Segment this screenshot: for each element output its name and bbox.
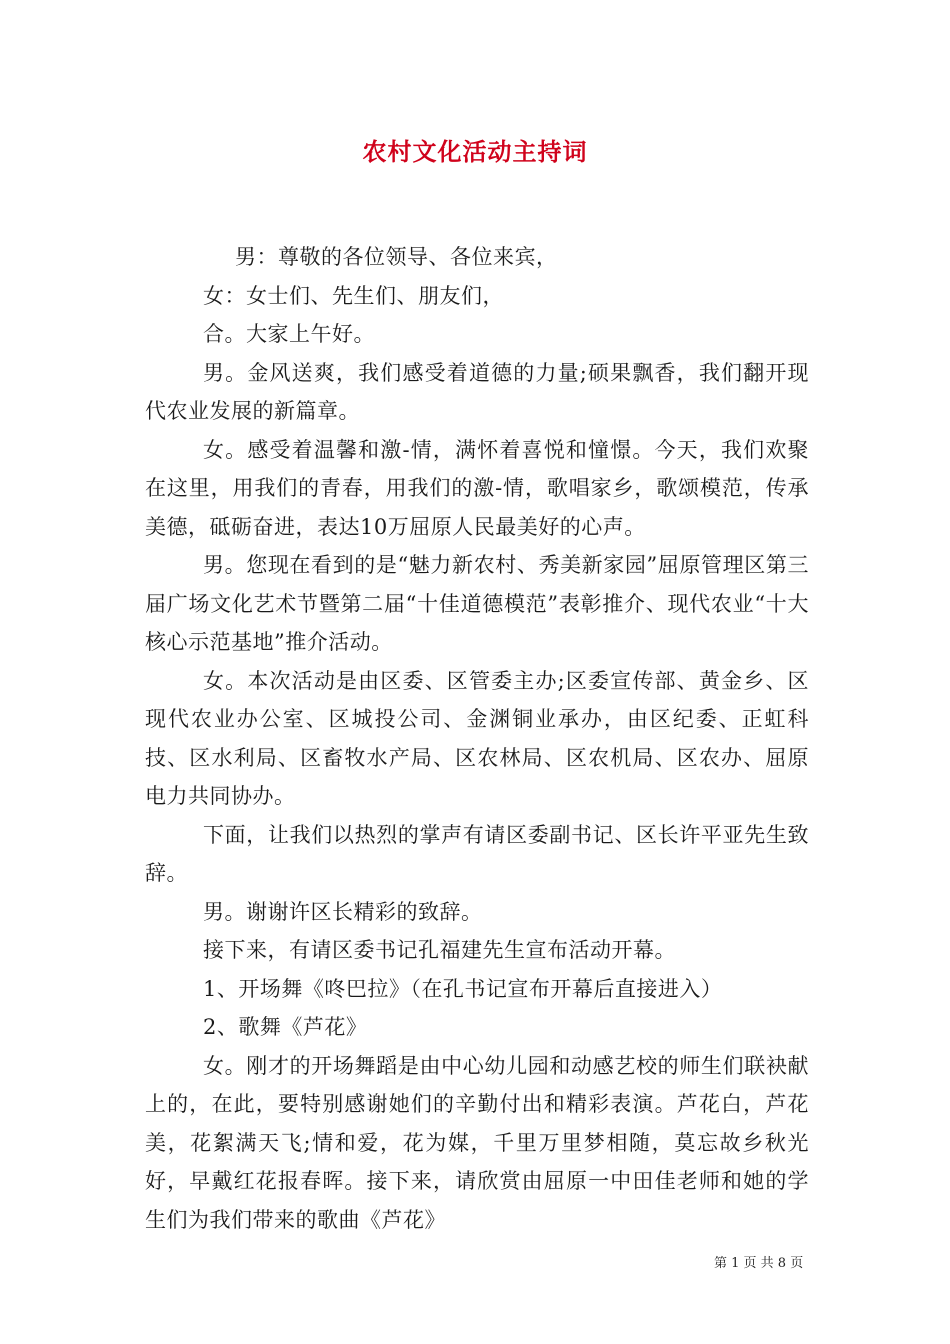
paragraph: 男。金风送爽，我们感受着道德的力量;硕果飘香，我们翻开现代农业发展的新篇章。 [145,360,809,423]
paragraph: 女。刚才的开场舞蹈是由中心幼儿园和动感艺校的师生们联袂献上的，在此，要特别感谢她们的辛勤付出和精彩表演。芦花白，芦花美，花絮满天飞;情和爱，花为媒，千里万里梦相随，莫忘故乡秋光好，早戴红花报春晖。接下来，请欣赏由屈原一中田佳老师和她的学生们为我们带来的歌曲《芦花》 [145,1053,809,1232]
paragraph: 2、歌舞《芦花》 [203,1015,368,1039]
document-title: 农村文化活动主持词 [362,137,588,166]
paragraph: 男：尊敬的各位领导、各位来宾， [235,245,558,269]
page-number-footer: 第 1 页 共 8 页 [714,1256,804,1271]
paragraph: 女。感受着温馨和激-情，满怀着喜悦和憧憬。今天，我们欢聚在这里，用我们的青春，用我们的激-情，歌唱家乡，歌颂模范，传承美德，砥砺奋进，表达10万屈原人民最美好的心声。 [145,437,809,539]
paragraph: 1、开场舞《咚巴拉》（在孔书记宣布开幕后直接进入） [203,976,723,1001]
paragraph: 合。大家上午好。 [203,322,375,346]
paragraph: 接下来，有请区委书记孔福建先生宣布活动开幕。 [203,938,676,962]
paragraph: 男。谢谢许区长精彩的致辞。 [203,899,483,924]
paragraph: 下面，让我们以热烈的掌声有请区委副书记、区长许平亚先生致辞。 [145,822,809,885]
paragraph: 女：女士们、先生们、朋友们， [203,283,504,308]
paragraph: 男。您现在看到的是“魅力新农村、秀美新家园”屈原管理区第三届广场文化艺术节暨第二届“十佳道德模范”表彰推介、现代农业“十大核心示范基地”推介活动。 [145,553,809,654]
document-body [145,238,809,1239]
paragraph: 女。本次活动是由区委、区管委主办;区委宣传部、黄金乡、区现代农业办公室、区城投公司、金渊铜业承办，由区纪委、正虹科技、区水利局、区畜牧水产局、区农林局、区农机局、区农办、屈原电力共同协办。 [145,668,809,808]
